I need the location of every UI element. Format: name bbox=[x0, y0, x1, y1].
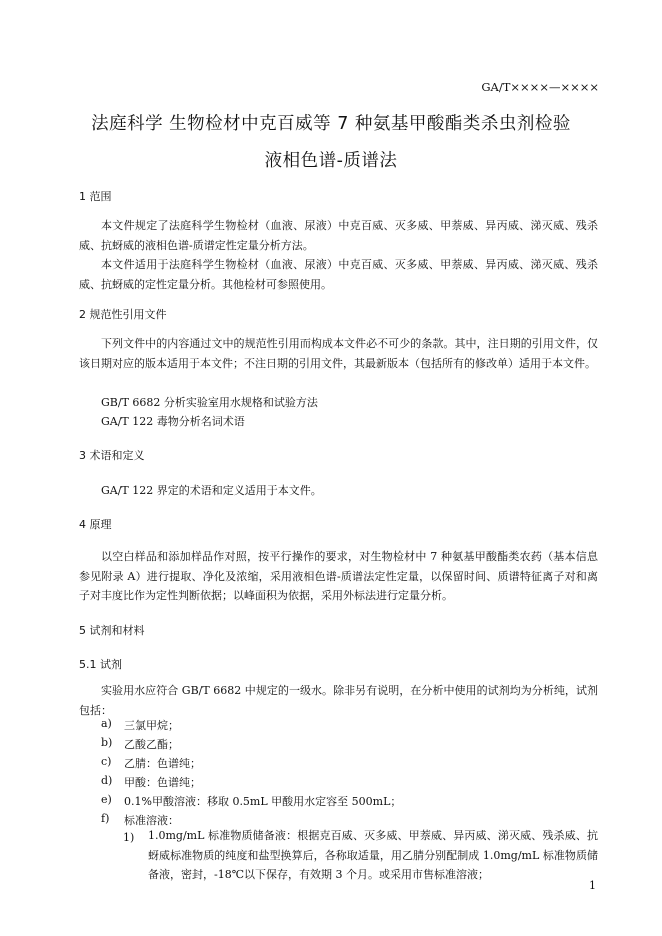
section-1-heading: 1 范围 bbox=[79, 190, 112, 203]
sub-list-item-text: 1.0mg/mL 标准物质储备液：根据克百威、灭多威、甲萘威、异丙威、涕灭威、残杀威、抗蚜威标准物质的纯度和盐型换算后，各称取适量，用乙腈分别配制成 1.0mg/mL 标准物质储备液，密封，-18℃以下保存，有效期 3 个月。或采用市售标准溶液； bbox=[148, 829, 598, 881]
list-item-label: c) bbox=[101, 755, 112, 768]
list-item-text: 三氯甲烷； bbox=[124, 719, 179, 732]
section-3-heading: 3 术语和定义 bbox=[79, 449, 145, 462]
document-code: GA/T××××—×××× bbox=[481, 80, 599, 94]
list-item-label: d) bbox=[101, 774, 113, 787]
section-3-paragraph-1: GA/T 122 界定的术语和定义适用于本文件。 bbox=[101, 484, 322, 497]
section-4-heading: 4 原理 bbox=[79, 518, 112, 531]
section-2-paragraph-1: 下列文件中的内容通过文中的规范性引用而构成本文件必不可少的条款。其中，注日期的引用文件，仅该日期对应的版本适用于本文件；不注日期的引用文件，其最新版本（包括所有的修改单）适用于本文件。 bbox=[79, 337, 598, 370]
normative-reference: GB/T 6682 分析实验室用水规格和试验方法 bbox=[101, 396, 318, 409]
list-item-label: f) bbox=[101, 812, 110, 825]
section-5-1-paragraph-1: 实验用水应符合 GB/T 6682 中规定的一级水。除非另有说明，在分析中使用的试剂均为分析纯，试剂包括： bbox=[79, 684, 598, 717]
page-number: 1 bbox=[589, 879, 596, 892]
list-item-label: a) bbox=[101, 717, 112, 730]
list-item-text: 乙腈：色谱纯； bbox=[124, 757, 201, 770]
list-item-text: 标准溶液： bbox=[124, 814, 179, 827]
list-item-text: 甲酸：色谱纯； bbox=[124, 776, 201, 789]
section-5-1-heading: 5.1 试剂 bbox=[79, 658, 122, 671]
list-item-text: 0.1%甲酸溶液：移取 0.5mL 甲酸用水定容至 500mL； bbox=[124, 795, 402, 808]
section-5-heading: 5 试剂和材料 bbox=[79, 624, 145, 637]
list-item-label: b) bbox=[101, 736, 113, 749]
document-title-line1: 法庭科学 生物检材中克百威等 7 种氨基甲酸酯类杀虫剂检验 bbox=[91, 114, 571, 134]
sub-list-item-label: 1) bbox=[123, 831, 135, 844]
list-item-label: e) bbox=[101, 793, 112, 806]
normative-reference: GA/T 122 毒物分析名词术语 bbox=[101, 415, 245, 428]
list-item-text: 乙酸乙酯； bbox=[124, 738, 179, 751]
section-1-paragraph-2: 本文件适用于法庭科学生物检材（血液、尿液）中克百威、灭多威、甲萘威、异丙威、涕灭威、残杀威、抗蚜威的定性定量分析。其他检材可参照使用。 bbox=[79, 258, 598, 291]
section-1-paragraph-1: 本文件规定了法庭科学生物检材（血液、尿液）中克百威、灭多威、甲萘威、异丙威、涕灭威、残杀威、抗蚜威的液相色谱-质谱定性定量分析方法。 bbox=[79, 219, 598, 252]
section-2-heading: 2 规范性引用文件 bbox=[79, 308, 167, 321]
section-4-paragraph-1: 以空白样品和添加样品作对照，按平行操作的要求，对生物检材中 7 种氨基甲酸酯类农药（基本信息参见附录 A）进行提取、净化及浓缩，采用液相色谱-质谱法定性定量，以保留时间、质谱特征离子对和离子对丰度比作为定性判断依据；以峰面积为依据，采用外标法进行定量分析。 bbox=[79, 550, 598, 602]
document-title-line2: 液相色谱-质谱法 bbox=[264, 151, 398, 171]
